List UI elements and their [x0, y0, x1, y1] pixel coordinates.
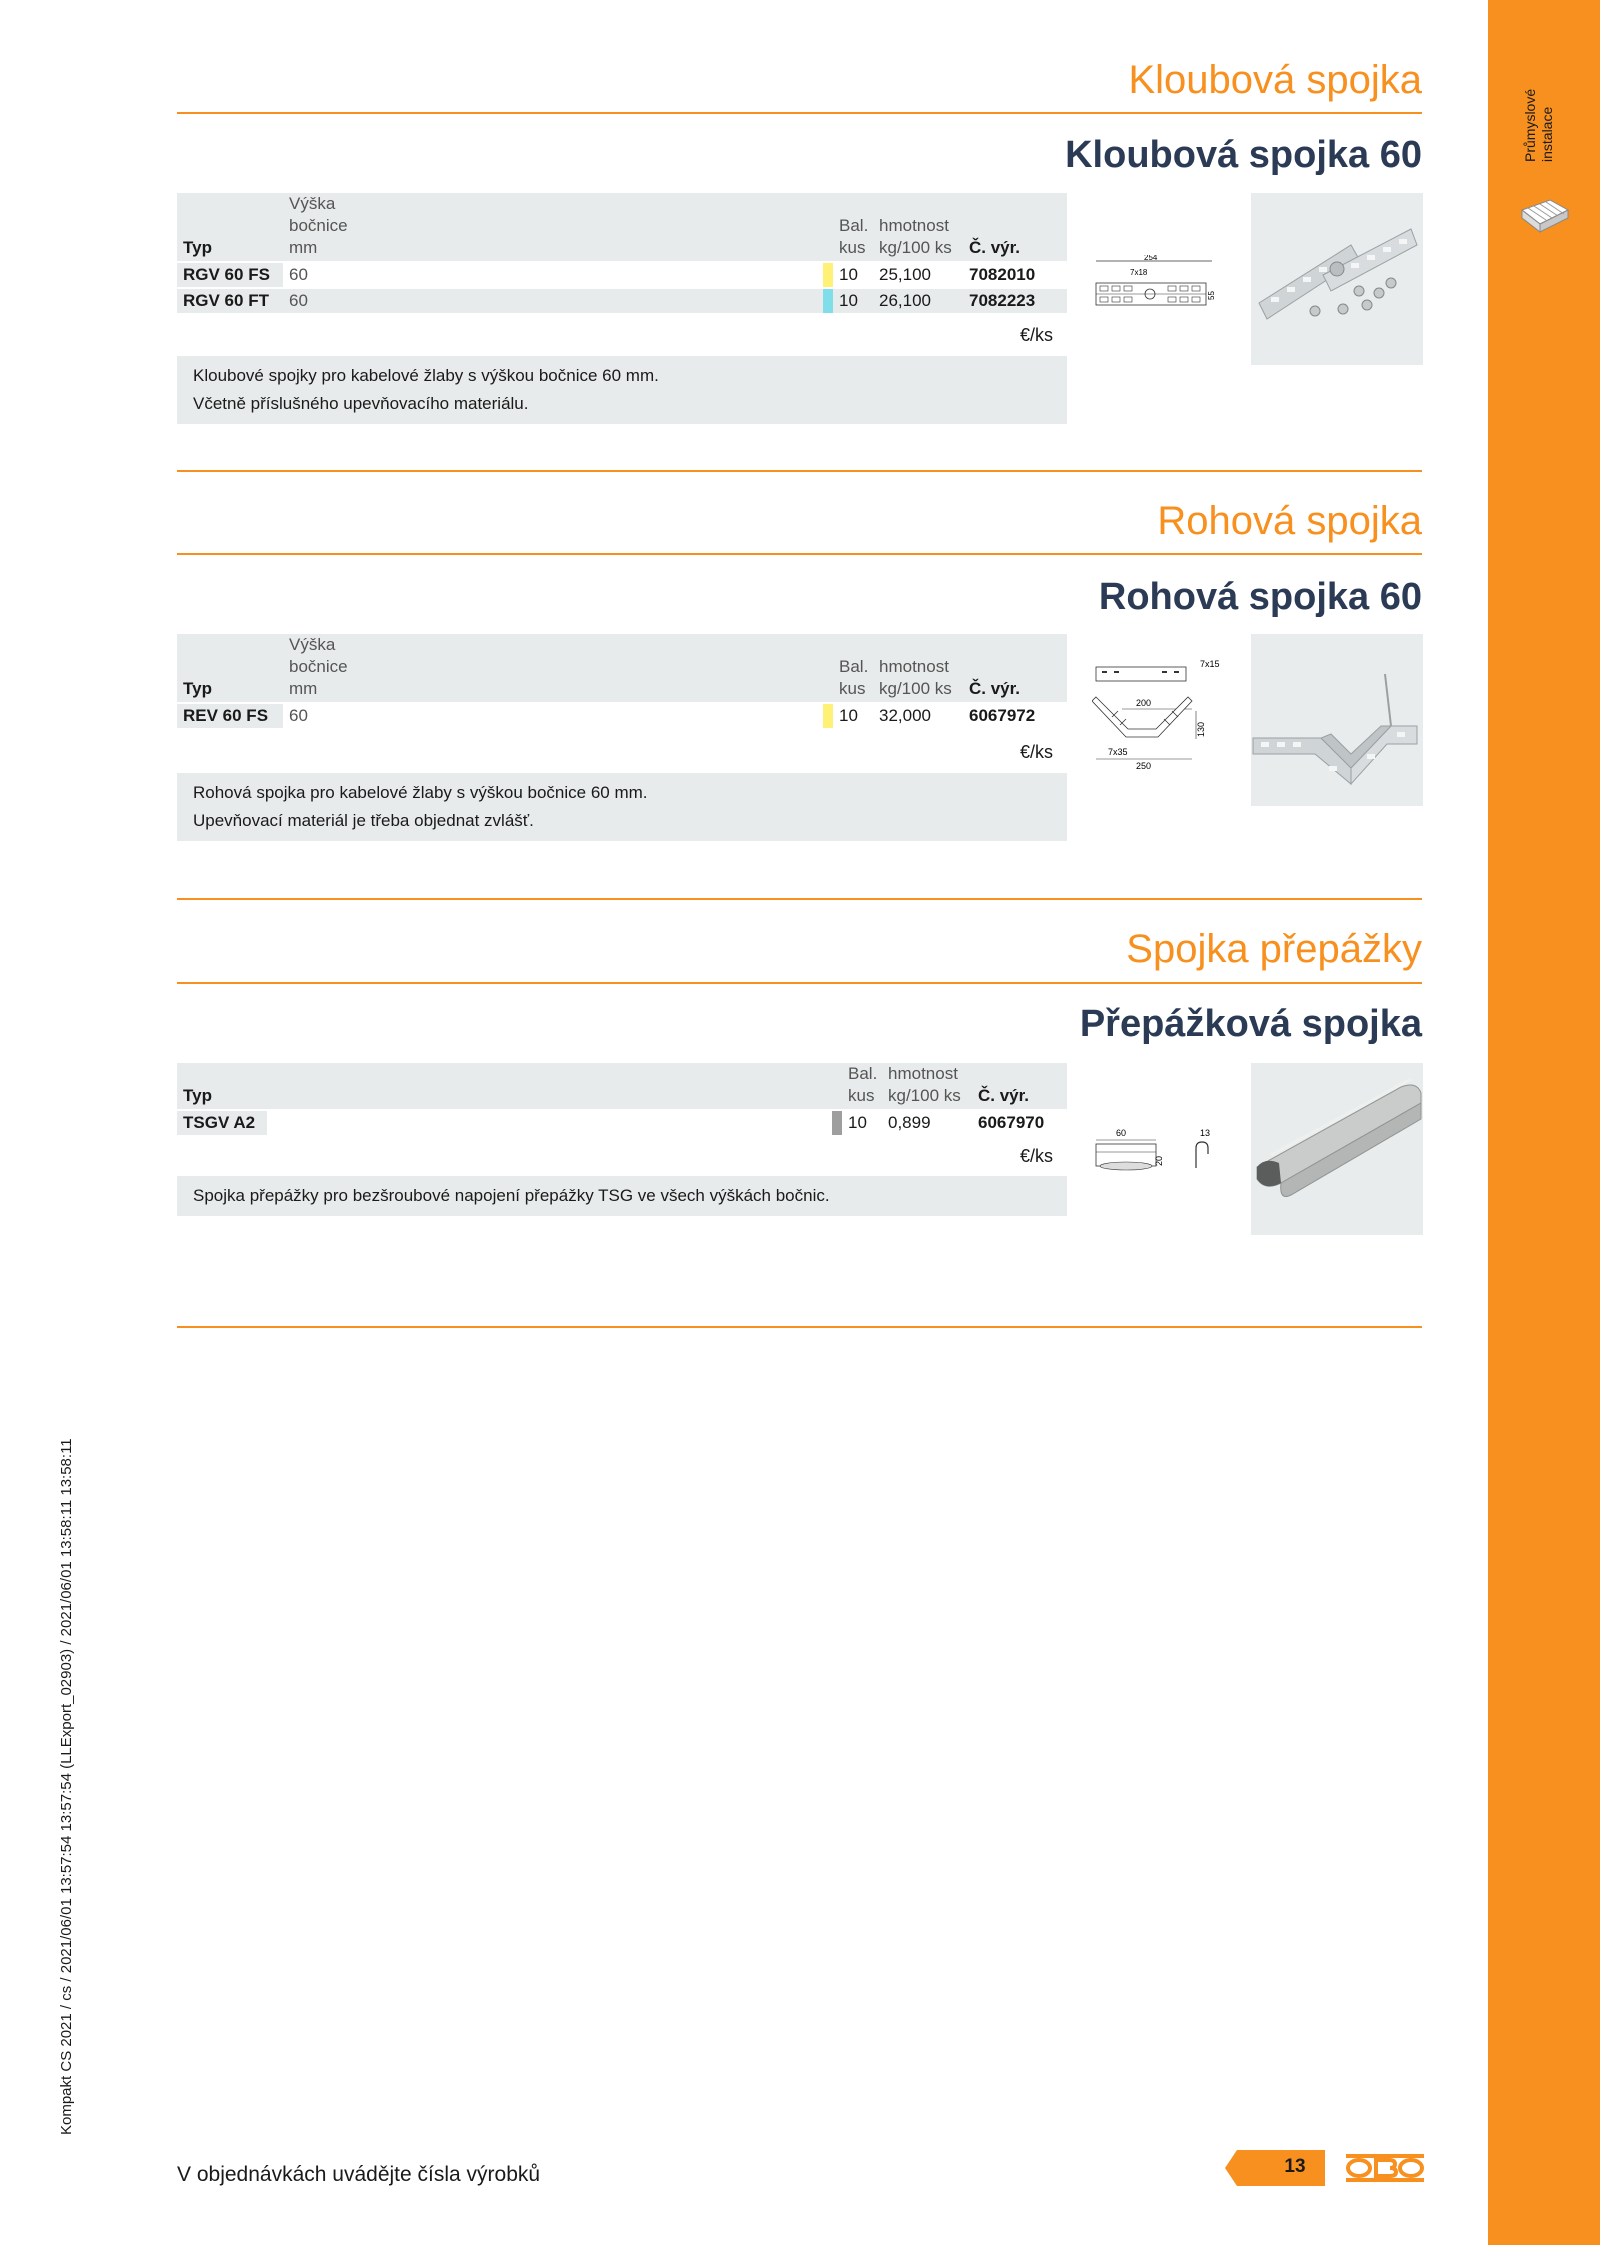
svg-text:20: 20	[1154, 1155, 1164, 1166]
color-swatch	[823, 262, 833, 288]
col-cislo: Č. výr.	[963, 634, 1067, 703]
product-title: Přepážková spojka	[1079, 1003, 1422, 1045]
section-divider	[177, 553, 1422, 555]
price-unit: €/ks	[1020, 325, 1054, 345]
sidebar-band	[1488, 0, 1600, 2245]
sidebar-category-label: Průmyslové instalace	[1522, 88, 1555, 162]
table-row: RGV 60 FS 60 10 25,100 7082010	[177, 262, 1067, 288]
section-title: Spojka přepážky	[1126, 927, 1422, 971]
svg-text:130: 130	[1196, 721, 1206, 737]
svg-text:254: 254	[1144, 255, 1158, 262]
col-hmotnost: hmotnost kg/100 ks	[873, 193, 963, 262]
section-divider	[177, 1326, 1422, 1328]
product-photo	[1251, 1063, 1423, 1235]
col-cislo: Č. výr.	[963, 193, 1067, 262]
product-table	[177, 634, 1067, 728]
col-cislo: Č. výr.	[972, 1063, 1067, 1110]
col-vyska: Výška bočnice mm	[283, 634, 353, 703]
section-divider	[177, 112, 1422, 114]
price-unit: €/ks	[1020, 742, 1054, 762]
cable-tray-icon	[1520, 198, 1570, 234]
color-swatch	[832, 1110, 842, 1135]
footer-note: V objednávkách uvádějte čísla výrobků	[177, 2163, 541, 2186]
col-bal: Bal. kus	[833, 634, 873, 703]
price-unit: €/ks	[1020, 1146, 1054, 1166]
col-bal: Bal. kus	[842, 1063, 882, 1110]
section-title: Kloubová spojka	[1128, 58, 1422, 102]
col-typ: Typ	[177, 1063, 267, 1110]
svg-text:7x18: 7x18	[1130, 268, 1148, 277]
svg-text:55: 55	[1207, 291, 1216, 300]
section-title: Rohová spojka	[1157, 499, 1422, 543]
product-photo	[1251, 634, 1423, 806]
product-title: Kloubová spojka 60	[1065, 134, 1422, 176]
svg-text:250: 250	[1136, 761, 1152, 771]
col-spacer	[353, 634, 823, 703]
obo-logo	[1346, 2153, 1424, 2183]
section-divider	[177, 898, 1422, 900]
table-row: REV 60 FS 60 10 32,000 6067972	[177, 703, 1067, 728]
col-typ: Typ	[177, 634, 283, 703]
page-number: 13	[1284, 2156, 1306, 2177]
product-photo	[1251, 193, 1423, 365]
svg-text:200: 200	[1136, 698, 1152, 708]
technical-drawing	[1092, 255, 1222, 325]
col-hmotnost: hmotnost kg/100 ks	[873, 634, 963, 703]
product-table	[177, 1063, 1067, 1135]
svg-text:60: 60	[1116, 1128, 1127, 1138]
print-metadata: Kompakt CS 2021 / cs / 2021/06/01 13:57:54 13:57:54 (LLExport_02903) / 2021/06/01 13:58:11 13:58:11	[58, 1438, 75, 2135]
color-swatch	[823, 703, 833, 728]
col-spacer	[267, 1063, 832, 1110]
col-spacer	[353, 193, 823, 262]
product-description: Rohová spojka pro kabelové žlaby s výškou bočnice 60 mm. Upevňovací materiál je třeba objednat zvlášť.	[177, 773, 1067, 841]
col-swatch	[832, 1063, 842, 1110]
color-swatch	[823, 288, 833, 313]
product-description: Kloubové spojky pro kabelové žlaby s výškou bočnice 60 mm. Včetně příslušného upevňovacího materiálu.	[177, 356, 1067, 424]
svg-text:7x15: 7x15	[1200, 659, 1220, 669]
col-swatch	[823, 634, 833, 703]
table-row: TSGV A2 10 0,899 6067970	[177, 1110, 1067, 1135]
product-description: Spojka přepážky pro bezšroubové napojení přepážky TSG ve všech výškách bočnic.	[177, 1176, 1067, 1216]
svg-text:13: 13	[1200, 1128, 1211, 1138]
product-title: Rohová spojka 60	[1098, 576, 1422, 618]
svg-text:7x35: 7x35	[1108, 747, 1128, 757]
col-bal: Bal. kus	[833, 193, 873, 262]
technical-drawing	[1092, 1126, 1232, 1176]
technical-drawing	[1092, 655, 1232, 790]
section-divider	[177, 982, 1422, 984]
col-swatch	[823, 193, 833, 262]
col-typ: Typ	[177, 193, 283, 262]
section-divider	[177, 470, 1422, 472]
product-table	[177, 193, 1067, 313]
table-row: RGV 60 FT 60 10 26,100 7082223	[177, 288, 1067, 313]
col-hmotnost: hmotnost kg/100 ks	[882, 1063, 972, 1110]
col-vyska: Výška bočnice mm	[283, 193, 353, 262]
